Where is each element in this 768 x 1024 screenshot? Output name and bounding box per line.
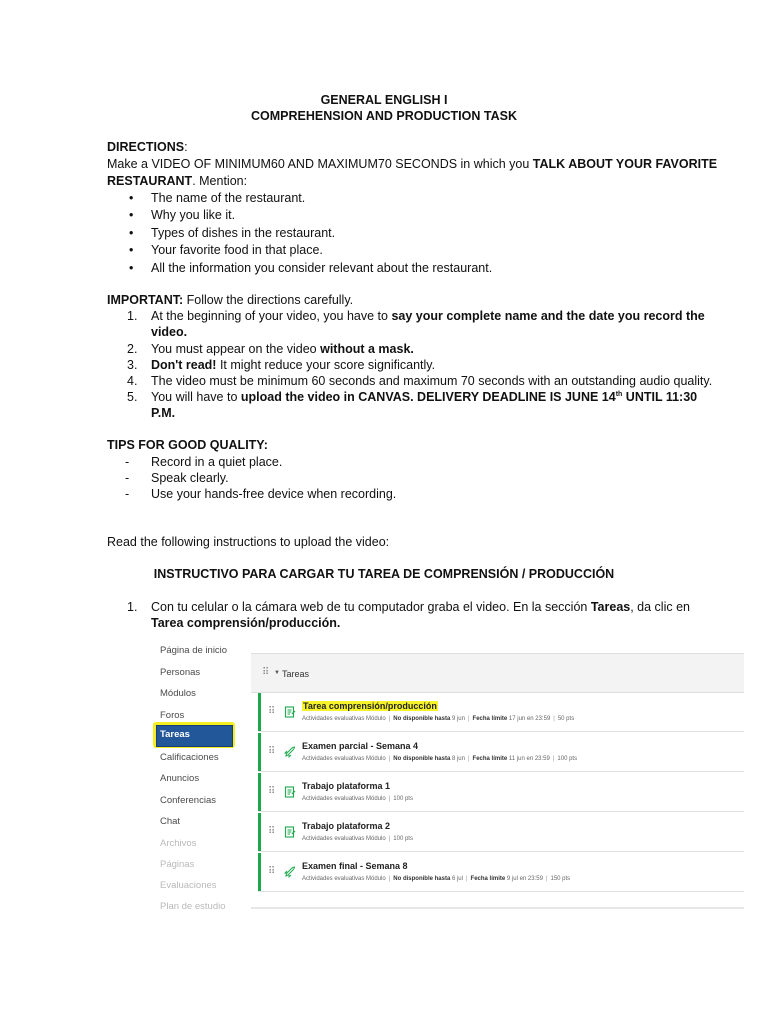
nav-paginas: Páginas [160,859,195,870]
nav-modulos[interactable]: Módulos [160,688,196,699]
assignment-meta: Actividades evaluativas Módulo | 100 pts [302,796,413,802]
drag-handle-icon[interactable]: ⠿ [268,706,276,717]
list-number: 1. [127,309,138,323]
important-item-cont: P.M. [151,406,176,420]
important-heading [107,293,353,307]
meta-label: No disponible hasta [393,876,451,882]
meta-value: 8 jun [451,756,465,762]
direction-bullet: The name of the restaurant. [151,191,306,205]
assignment-meta: Actividades evaluativas Módulo | No disponible hasta 9 jun | Fecha límite 17 jun en 23:59 | 50 pts [302,716,575,722]
directions-label: DIRECTIONS [107,140,185,154]
drag-handle-icon[interactable]: ⠿ [262,667,270,678]
nav-chat[interactable]: Chat [160,816,181,827]
nav-archivos: Archivos [160,838,197,849]
nav-plan-estudio: Plan de estudio [160,901,226,912]
direction-bullet: Types of dishes in the restaurant. [151,226,336,240]
document-subtitle: COMPREHENSION AND PRODUCTION TASK [251,109,517,123]
important-text: Follow the directions carefully. [183,293,354,307]
dash-glyph: - [125,471,130,485]
assignment-icon [284,706,296,718]
list-number: 3. [127,358,138,372]
superscript: th [615,390,623,398]
instructivo-step [151,600,690,614]
published-bar [258,693,261,731]
important-item-text: You will have to [151,390,241,404]
tips-heading: TIPS FOR GOOD QUALITY: [107,438,268,452]
nav-foros[interactable]: Foros [160,710,185,721]
list-number: 4. [127,374,138,388]
bullet-glyph: • [129,226,134,240]
meta-value: 6 jul [451,876,463,882]
drag-handle-icon[interactable]: ⠿ [268,826,276,837]
directions-colon: : [184,140,188,154]
assignment-icon [284,826,296,838]
assignment-meta: Actividades evaluativas Módulo | No disponible hasta 8 jun | Fecha límite 11 jun en 23:59 | 100 pts [302,756,578,762]
meta-value: 9 jul en 23:59 [506,876,543,882]
nav-personas[interactable]: Personas [160,667,201,678]
important-item [151,309,705,323]
assignment-row[interactable] [258,773,744,812]
module-text: Actividades evaluativas Módulo [302,716,386,722]
direction-bullet: Why you like it. [151,208,236,222]
meta-label: Fecha límite [472,756,508,762]
step-bold: Tareas [590,600,631,614]
bullet-glyph: • [129,191,134,205]
bullet-glyph: • [129,208,134,222]
quiz-rocket-icon [284,866,296,878]
panel-divider [251,907,744,909]
instructivo-step-cont: Tarea comprensión/producción. [151,616,341,630]
assignments-group-header[interactable] [251,653,744,693]
meta-label: Fecha límite [472,716,508,722]
dash-glyph: - [125,455,130,469]
module-text: Actividades evaluativas Módulo [302,876,386,882]
important-label: IMPORTANT: [107,293,184,307]
points: 100 pts [557,756,578,762]
important-item-bold: Don't read! [151,358,217,372]
assignment-row[interactable] [258,693,744,732]
important-item-bold: UNTIL 11:30 [622,390,698,404]
assignment-meta: Actividades evaluativas Módulo | No disponible hasta 6 jul | Fecha límite 9 jul en 23:59 | 150 pts [302,876,571,882]
points: 100 pts [393,796,413,802]
tip-item: Record in a quiet place. [151,455,283,469]
nav-evaluaciones: Evaluaciones [160,880,217,891]
assignment-title-link[interactable]: Examen final - Semana 8 [302,861,408,871]
directions-line-2 [107,174,247,188]
assignment-title-link[interactable]: Examen parcial - Semana 4 [302,741,419,751]
step-text: , da clic en [630,600,690,614]
module-text: Actividades evaluativas Módulo [302,836,386,842]
collapse-caret-icon[interactable]: ▼ [274,670,280,676]
assignment-title-link[interactable]: Trabajo plataforma 2 [302,821,391,831]
meta-label: No disponible hasta [393,756,451,762]
group-title: Tareas [282,669,310,679]
published-bar [258,853,261,891]
list-number: 1. [127,600,138,614]
direction-bullet: All the information you consider relevant about the restaurant. [151,261,493,275]
points: 100 pts [393,836,413,842]
meta-value: 17 jun en 23:59 [508,716,551,722]
assignment-row[interactable] [258,813,744,852]
important-item [151,390,697,404]
nav-anuncios[interactable]: Anuncios [160,773,200,784]
dash-glyph: - [125,487,130,501]
important-item: The video must be minimum 60 seconds and maximum 70 seconds with an outstanding audio quality. [151,374,713,388]
nav-tareas[interactable]: Tareas [160,729,190,740]
nav-conferencias[interactable]: Conferencias [160,795,216,806]
published-bar [258,773,261,811]
module-text: Actividades evaluativas Módulo [302,756,386,762]
list-number: 5. [127,390,138,404]
points: 50 pts [557,716,575,722]
assignment-row[interactable] [258,733,744,772]
assignment-row[interactable] [258,853,744,892]
tip-item: Use your hands-free device when recording. [151,487,397,501]
assignment-title-link[interactable]: Tarea comprensión/producción [303,701,437,711]
direction-bullet: Your favorite food in that place. [151,243,323,257]
important-item [151,342,414,356]
meta-label: No disponible hasta [393,716,451,722]
important-item-bold: say your complete name and the date you record the [391,309,705,323]
bullet-glyph: • [129,261,134,275]
points: 150 pts [550,876,571,882]
meta-value: 9 jun [451,716,465,722]
directions-text-a: Make a VIDEO OF MINIMUM60 AND MAXIMUM70 SECONDS in which you [107,157,533,171]
important-item-text: At the beginning of your video, you have to [151,309,392,323]
list-number: 2. [127,342,138,356]
important-item-text: You must appear on the video [151,342,321,356]
step-text: Con tu celular o la cámara web de tu computador graba el video. En la sección [151,600,591,614]
nav-inicio[interactable]: Página de inicio [160,645,228,656]
important-item-cont: video. [151,325,188,339]
directions-text-c: RESTAURANT [107,174,193,188]
important-item-bold: without a mask. [320,342,414,356]
important-item-text: It might reduce your score significantly. [216,358,436,372]
assignment-icon [284,786,296,798]
nav-calificaciones[interactable]: Calificaciones [160,752,219,763]
drag-handle-icon[interactable]: ⠿ [268,786,276,797]
assignment-title-link[interactable]: Trabajo plataforma 1 [302,781,391,791]
quiz-rocket-icon [284,746,296,758]
important-item-bold: upload the video in CANVAS. DELIVERY DEADLINE IS JUNE 14 [240,390,616,404]
drag-handle-icon[interactable]: ⠿ [268,866,276,877]
meta-label: Fecha límite [470,876,506,882]
published-bar [258,813,261,851]
module-text: Actividades evaluativas Módulo [302,796,386,802]
drag-handle-icon[interactable]: ⠿ [268,746,276,757]
tip-item: Speak clearly. [151,471,229,485]
document-title: GENERAL ENGLISH I [320,93,448,107]
meta-value: 11 jun en 23:59 [508,756,550,762]
published-bar [258,733,261,771]
directions-text-d: . Mention: [192,174,248,188]
directions-text-b: TALK ABOUT YOUR FAVORITE [532,157,718,171]
read-following: Read the following instructions to upload the video: [107,535,390,549]
directions-line-1 [107,157,717,171]
directions-heading [107,140,188,154]
assignment-meta: Actividades evaluativas Módulo | 100 pts [302,836,413,842]
bullet-glyph: • [129,243,134,257]
important-item [151,358,435,372]
instructivo-title: INSTRUCTIVO PARA CARGAR TU TAREA DE COMPRENSIÓN / PRODUCCIÓN [153,567,615,581]
